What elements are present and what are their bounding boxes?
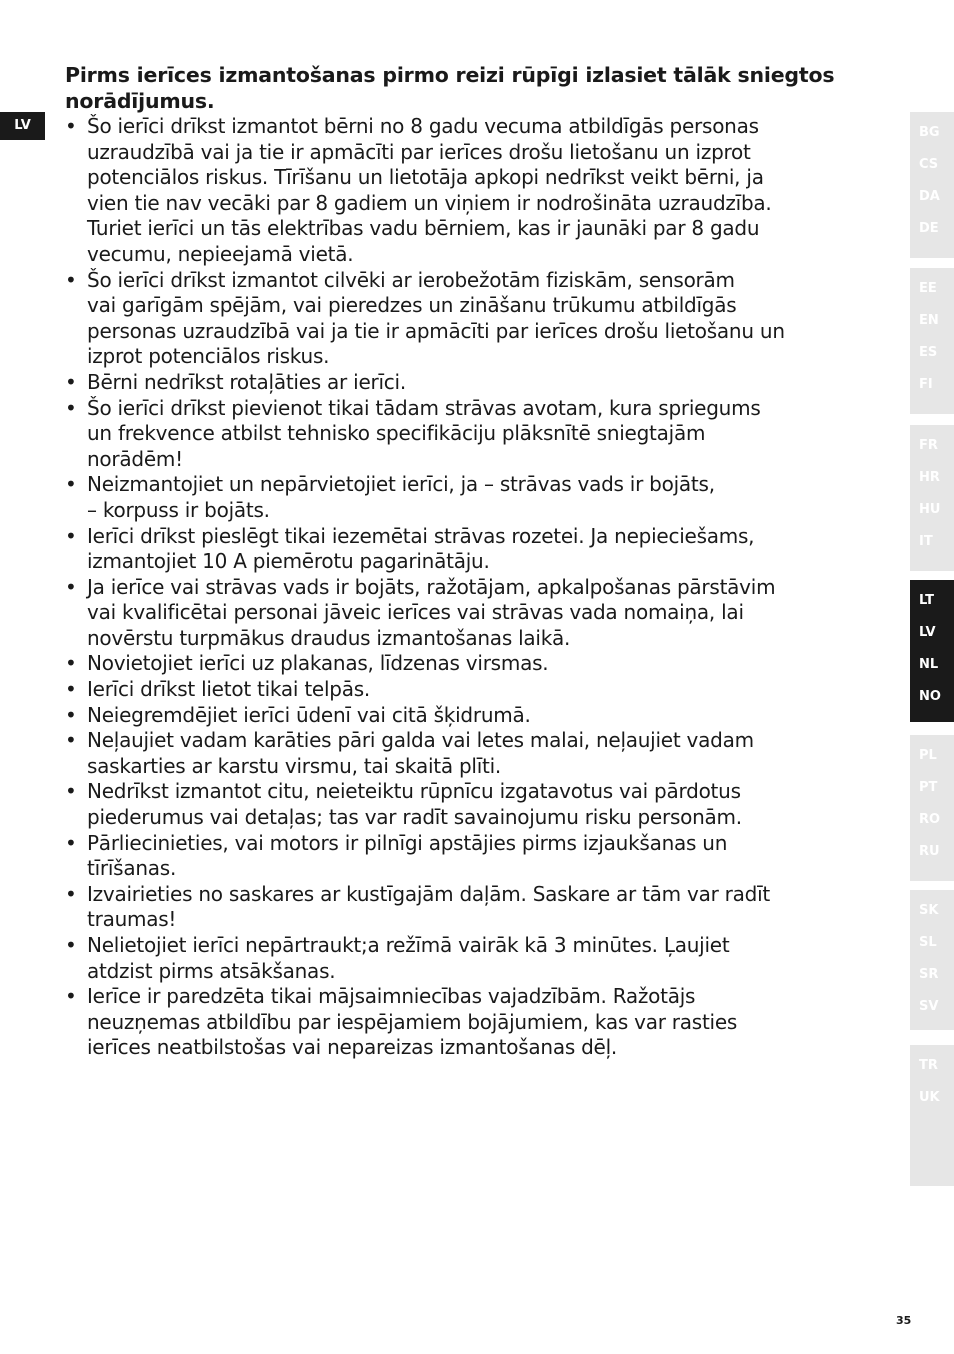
list-item-line: Ierīci drīkst pieslēgt tikai iezemētai strāvas rozetei. Ja nepieciešams, — [87, 523, 755, 548]
language-code-lv: LV — [919, 625, 936, 640]
language-code-it: IT — [919, 534, 933, 549]
page-heading — [65, 62, 895, 114]
list-item-line: neuzņemas atbildību par iespējamiem bojājumiem, kas var rasties — [87, 1009, 738, 1034]
bullet-icon: • — [65, 984, 77, 1009]
language-code-de: DE — [919, 221, 939, 236]
list-item-line: Nedrīkst izmantot citu, neieteiktu rūpnīcu izgatavotus vai pārdotus — [87, 779, 741, 804]
list-item-line: potenciālos riskus. Tīrīšanu un lietotāja apkopi nedrīkst veikt bērni, ja — [87, 165, 764, 190]
list-item — [65, 524, 895, 575]
bullet-icon: • — [65, 702, 77, 727]
language-code-pt: PT — [919, 780, 938, 795]
list-item — [65, 651, 895, 677]
bullet-icon: • — [65, 830, 77, 855]
list-item-line: un frekvence atbilst tehnisko specifikāciju plāksnītē sniegtajām — [87, 421, 706, 446]
list-item-line: piederumus vai detaļas; tas var radīt savainojumu risku personām. — [87, 805, 742, 830]
language-group — [910, 425, 954, 571]
language-code-nl: NL — [919, 657, 939, 672]
language-code-sr: SR — [919, 967, 939, 982]
list-item-line: ierīces neatbilstošas vai nepareizas izmantošanas dēļ. — [87, 1035, 618, 1060]
language-code-fr: FR — [919, 438, 938, 453]
list-item-line: Novietojiet ierīci uz plakanas, līdzenas virsmas. — [87, 651, 549, 676]
list-item — [65, 984, 895, 1061]
bullet-icon: • — [65, 523, 77, 548]
language-code-uk: UK — [919, 1090, 940, 1105]
language-code-cs: CS — [919, 157, 939, 172]
language-code-hr: HR — [919, 470, 940, 485]
bullet-icon: • — [65, 472, 77, 497]
list-item-line: uzraudzībā vai ja tie ir apmācīti par ierīces drošu lietošanu un izprot — [87, 139, 751, 164]
heading-line: Pirms ierīces izmantošanas pirmo reizi rūpīgi izlasiet tālāk sniegtos — [65, 63, 835, 87]
list-item-line: vecumu, nepieejamā vietā. — [87, 241, 354, 266]
list-item — [65, 933, 895, 984]
language-code-bg: BG — [919, 125, 940, 140]
list-item-line: Ierīci drīkst lietot tikai telpās. — [87, 677, 370, 702]
list-item-line: Šo ierīci drīkst izmantot bērni no 8 gadu vecuma atbildīgās personas — [87, 114, 759, 138]
list-item-line: Šo ierīci drīkst izmantot cilvēki ar ierobežotām fiziskām, sensorām — [87, 267, 735, 292]
list-item-line: traumas! — [87, 907, 177, 932]
list-item — [65, 831, 895, 882]
language-code-sk: SK — [919, 903, 939, 918]
list-item — [65, 396, 895, 473]
language-group — [910, 1045, 954, 1186]
bullet-icon: • — [65, 779, 77, 804]
list-item — [65, 882, 895, 933]
list-item — [65, 677, 895, 703]
bullet-icon: • — [65, 574, 77, 599]
bullet-icon: • — [65, 933, 77, 957]
list-item — [65, 370, 895, 396]
list-item-line: Neļaujiet vadam karāties pāri galda vai letes malai, neļaujiet vadam — [87, 728, 754, 753]
list-item — [65, 728, 895, 779]
list-item-line: atdzist pirms atsākšanas. — [87, 958, 336, 983]
list-item-line: izmantojiet 10 A piemērotu pagarinātāju. — [87, 549, 490, 574]
list-item — [65, 268, 895, 370]
language-code-da: DA — [919, 189, 940, 204]
list-item — [65, 114, 895, 268]
list-item-line: Neizmantojiet un nepārvietojiet ierīci, ja – strāvas vads ir bojāts, — [87, 472, 715, 497]
language-code-ro: RO — [919, 812, 941, 827]
list-item — [65, 779, 895, 830]
list-item-line: Nelietojiet ierīci nepārtraukt;a režīmā vairāk kā 3 minūtes. Ļaujiet — [87, 933, 730, 957]
language-code-sl: SL — [919, 935, 937, 950]
list-item-line: personas uzraudzībā vai ja tie ir apmācīti par ierīces drošu lietošanu un — [87, 318, 785, 343]
language-code-ru: RU — [919, 844, 940, 859]
language-code-lt: LT — [919, 593, 934, 608]
language-code-hu: HU — [919, 502, 941, 517]
language-code-tr: TR — [919, 1058, 938, 1073]
list-item-line: saskarties ar karstu virsmu, tai skaitā plīti. — [87, 753, 502, 778]
bullet-icon: • — [65, 881, 77, 906]
safety-instructions-list — [65, 114, 895, 1061]
language-group — [910, 735, 954, 881]
list-item-line: novērstu turpmākus draudus izmantošanas laikā. — [87, 625, 571, 650]
list-item-line: Ja ierīce vai strāvas vads ir bojāts, ražotājam, apkalpošanas pārstāvim — [87, 574, 776, 599]
list-item-line: vien tie nav vecāki par 8 gadiem un viņiem ir nodrošināta uzraudzība. — [87, 190, 772, 215]
language-code-es: ES — [919, 345, 938, 360]
list-item-line: Izvairieties no saskares ar kustīgajām daļām. Saskare ar tām var radīt — [87, 881, 771, 906]
bullet-icon: • — [65, 651, 77, 676]
list-item-line: Bērni nedrīkst rotaļāties ar ierīci. — [87, 369, 406, 394]
language-code-en: EN — [919, 313, 939, 328]
bullet-icon: • — [65, 677, 77, 702]
bullet-icon: • — [65, 369, 77, 394]
list-item-line: vai garīgām spējām, vai pieredzes un zināšanu trūkumu atbildīgās — [87, 293, 737, 318]
language-code-fi: FI — [919, 377, 933, 392]
list-item-line: – korpuss ir bojāts. — [87, 497, 270, 522]
language-group-active — [910, 580, 954, 722]
language-code-pl: PL — [919, 748, 937, 763]
list-item-line: Neiegremdējiet ierīci ūdenī vai citā šķidrumā. — [87, 702, 531, 727]
language-code-sv: SV — [919, 999, 939, 1014]
language-group — [910, 268, 954, 414]
list-item-line: Šo ierīci drīkst pievienot tikai tādam strāvas avotam, kura spriegums — [87, 395, 761, 420]
list-item-line: norādēm! — [87, 446, 183, 471]
list-item — [65, 472, 895, 523]
bullet-icon: • — [65, 395, 77, 420]
page-number: 35 — [896, 1314, 912, 1327]
language-group — [910, 890, 954, 1030]
language-code-no: NO — [919, 689, 941, 704]
list-item-line: Pārliecinieties, vai motors ir pilnīgi apstājies pirms izjaukšanas un — [87, 830, 728, 855]
bullet-icon: • — [65, 114, 77, 138]
language-tag: LV — [0, 112, 45, 140]
bullet-icon: • — [65, 267, 77, 292]
list-item-line: tīrīšanas. — [87, 856, 177, 881]
language-group — [910, 112, 954, 258]
language-code-ee: EE — [919, 281, 937, 296]
heading-line: norādījumus. — [65, 89, 215, 113]
list-item-line: izprot potenciālos riskus. — [87, 344, 330, 369]
list-item-line: vai kvalificētai personai jāveic ierīces vai strāvas vada nomaiņa, lai — [87, 600, 744, 625]
bullet-icon: • — [65, 728, 77, 753]
list-item-line: Ierīce ir paredzēta tikai mājsaimniecības vajadzībām. Ražotājs — [87, 984, 696, 1009]
list-item — [65, 703, 895, 729]
list-item-line: Turiet ierīci un tās elektrības vadu bērniem, kas ir jaunāki par 8 gadu — [87, 216, 760, 241]
list-item — [65, 575, 895, 652]
